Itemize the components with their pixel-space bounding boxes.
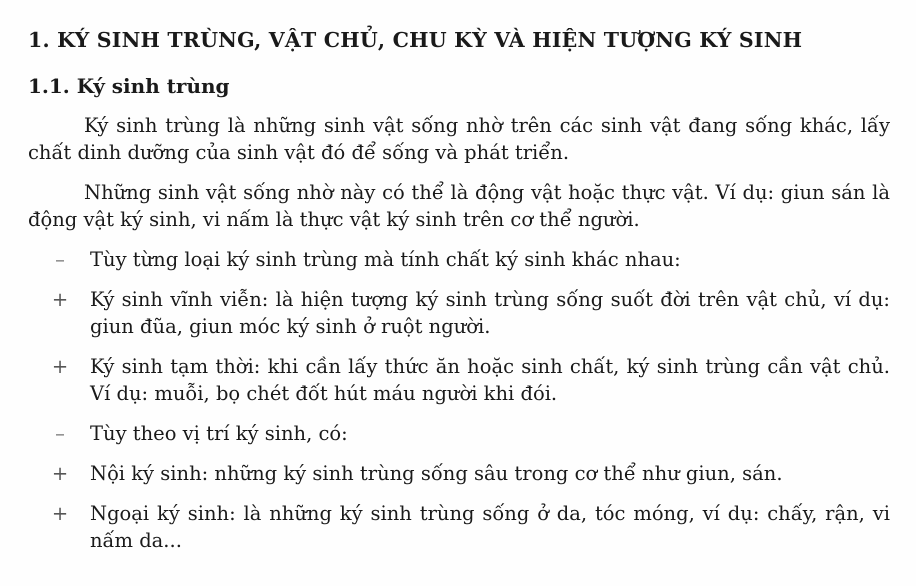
list-item <box>28 420 890 447</box>
list-item-text: Tùy theo vị trí ký sinh, có: <box>90 422 348 445</box>
list-item <box>28 460 890 487</box>
list-item <box>28 353 890 407</box>
list-item-text: Tùy từng loại ký sinh trùng mà tính chất ký sinh khác nhau: <box>90 248 681 271</box>
plus-bullet: + <box>51 355 69 378</box>
dash-bullet: – <box>55 422 65 445</box>
list-item <box>28 246 890 273</box>
plus-bullet: + <box>51 462 69 485</box>
list-item <box>28 286 890 340</box>
subsection-heading: 1.1. Ký sinh trùng <box>28 74 230 98</box>
paragraph: Những sinh vật sống nhờ này có thể là động vật hoặc thực vật. Ví dụ: giun sán là động vật ký sinh, vi nấm là thực vật ký sinh trên cơ thể người. <box>28 181 890 231</box>
list-item-text: Ký sinh vĩnh viễn: là hiện tượng ký sinh trùng sống suốt đời trên vật chủ, ví dụ: giun đũa, giun móc ký sinh ở ruột người. <box>90 288 890 338</box>
list-item <box>28 500 890 554</box>
paragraph: Ký sinh trùng là những sinh vật sống nhờ trên các sinh vật đang sống khác, lấy chất dinh dưỡng của sinh vật đó để sống và phát triển. <box>28 114 890 164</box>
section-heading: 1. KÝ SINH TRÙNG, VẬT CHỦ, CHU KỲ VÀ HIỆN TƯỢNG KÝ SINH <box>28 28 803 52</box>
list-item-text: Ký sinh tạm thời: khi cần lấy thức ăn hoặc sinh chất, ký sinh trùng cần vật chủ. Ví dụ: muỗi, bọ chét đốt hút máu người khi đói. <box>90 355 890 405</box>
dash-bullet: – <box>55 248 65 271</box>
list-item-text: Ngoại ký sinh: là những ký sinh trùng sống ở da, tóc móng, ví dụ: chấy, rận, vi nấm da... <box>90 502 890 552</box>
list-item-text: Nội ký sinh: những ký sinh trùng sống sâu trong cơ thể như giun, sán. <box>90 462 783 485</box>
plus-bullet: + <box>51 502 69 525</box>
plus-bullet: + <box>51 288 69 311</box>
